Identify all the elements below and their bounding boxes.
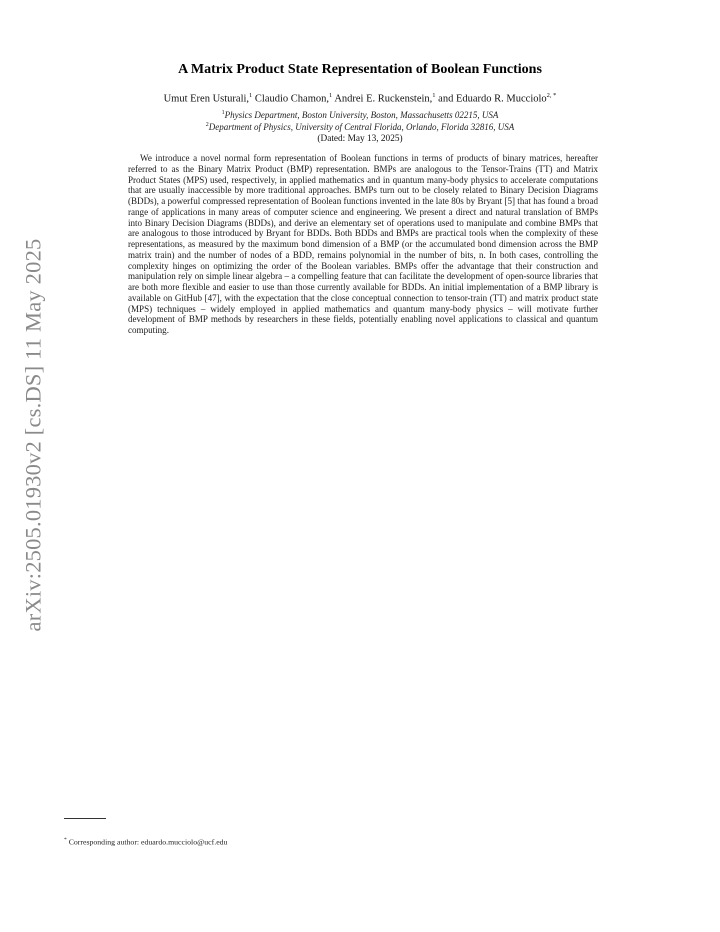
affiliation-line — [0, 110, 720, 120]
affiliation-mark: 1 — [329, 92, 333, 99]
affiliation-mark: 2, * — [546, 92, 557, 99]
affiliation-text: Department of Physics, University of Central Florida, Orlando, Florida 32816, USA — [208, 122, 515, 132]
affiliation-mark: 1 — [221, 110, 225, 116]
corresponding-author-footnote — [64, 837, 227, 847]
affiliation-mark: 1 — [432, 92, 436, 99]
footnote-divider — [64, 818, 106, 819]
affiliation-mark: 2 — [205, 122, 209, 128]
author-name: Andrei E. Ruckenstein, — [334, 93, 433, 105]
footnote-text: Corresponding author: eduardo.mucciolo@ucf.edu — [68, 837, 228, 847]
author-name: Claudio Chamon, — [254, 93, 330, 105]
affiliation-text: Physics Department, Boston University, Boston, Massachusetts 02215, USA — [224, 110, 499, 120]
abstract-paragraph: We introduce a novel normal form representation of Boolean functions in terms of products of binary matrices, hereafter referred to as the Binary Matrix Product (BMP) representation. BMPs are analogous to the Tensor-Trains (TT) and Matrix Product States (MPS) used, respectively, in applied mathematics and in quantum many-body physics to accelerate computations that are usually inaccessible by more traditional approaches. BMPs turn out to be closely related to Binary Decision Diagrams (BDDs), a powerful compressed representation of Boolean functions invented in the late 80s by Bryant [5] that has found a broad range of applications in many areas of computer science and engineering. We present a direct and natural translation of BMPs into Binary Decision Diagrams (BDDs), and derive an elementary set of operations used to manipulate and combine BMPs that are analogous to those introduced by Bryant for BDDs. Both BDDs and BMPs are practical tools when the complexity of these representations, as measured by the maximum bond dimension of a BMP (or the accumulated bond dimension across the BMP matrix train) and the number of nodes of a BDD, remains polynomial in the number of bits, n. In both cases, controlling the complexity hinges on optimizing the order of the Boolean variables. BMPs offer the advantage that their construction and manipulation rely on simple linear algebra – a compelling feature that can facilitate the development of open-source libraries that are both more flexible and easier to use than those currently available for BDDs. An initial implementation of a BMP library is available on GitHub [47], with the expectation that the close conceptual connection to tensor-train (TT) and matrix product state (MPS) techniques – widely employed in applied mathematics and quantum many-body physics – will motivate further development of BMP methods by researchers in these fields, potentially enabling novel applications to classical and quantum computing. — [128, 153, 598, 335]
author-name: and Eduardo R. Mucciolo — [438, 93, 547, 105]
date-line: (Dated: May 13, 2025) — [317, 134, 403, 144]
footnote-mark: * — [64, 837, 67, 843]
affiliation-mark: 1 — [249, 92, 253, 99]
paper-title: A Matrix Product State Representation of Boolean Functions — [178, 62, 542, 77]
arxiv-identifier-text: arXiv:2505.01930v2 [cs.DS] 11 May 2025 — [20, 238, 46, 632]
author-name: Umut Eren Usturali, — [163, 93, 250, 105]
author-list — [0, 92, 720, 105]
affiliation-line — [0, 122, 720, 132]
arxiv-identifier-stamp — [12, 240, 54, 630]
